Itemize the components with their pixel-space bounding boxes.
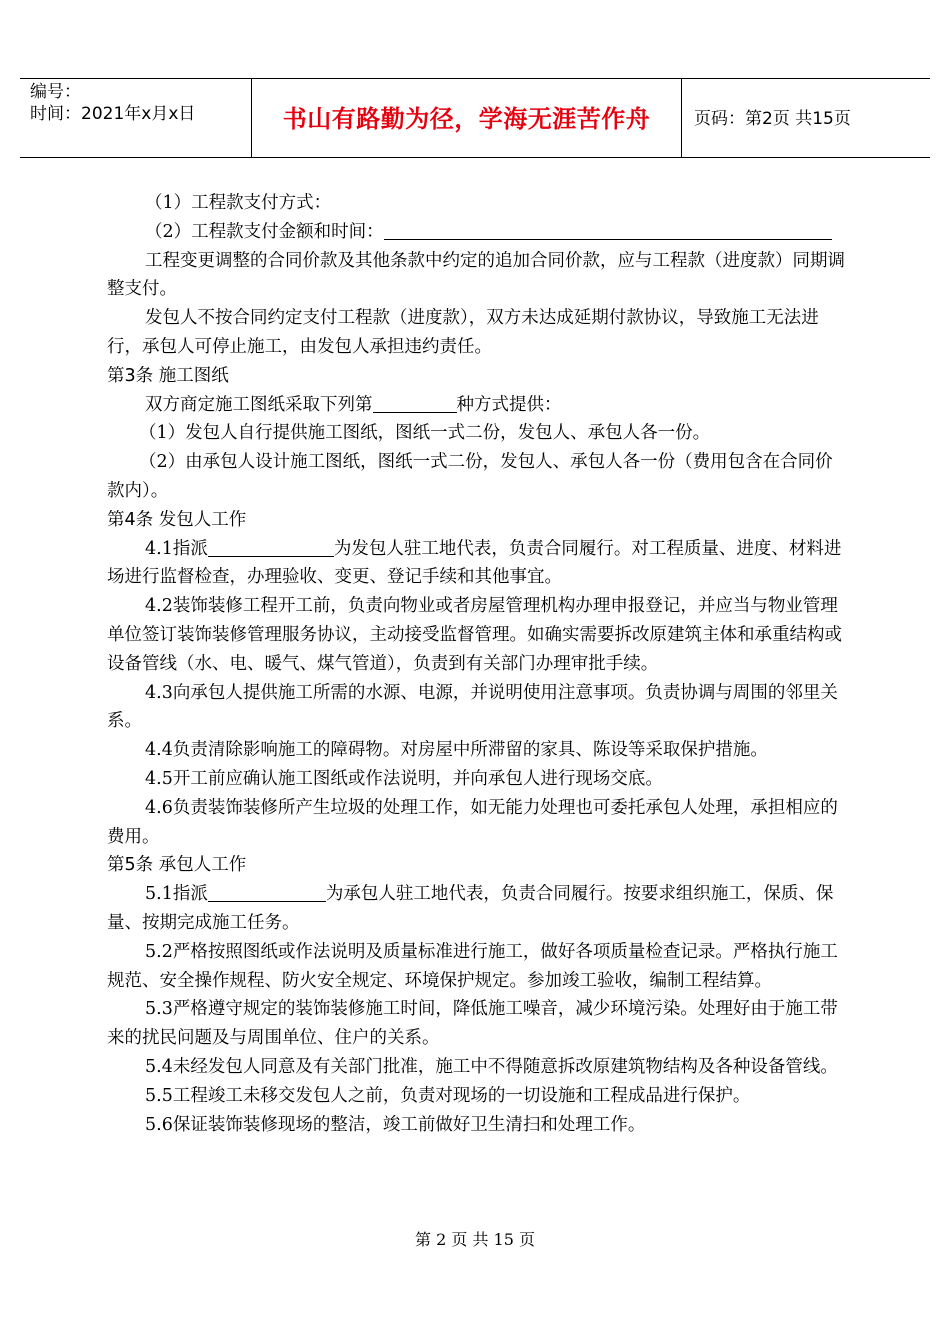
header-right-cell — [682, 79, 930, 157]
clause-4-2: 4.2装饰装修工程开工前，负责向物业或者房屋管理机构办理申报登记，并应当与物业管理单位签订装饰装修管理服务协议，主动接受监督管理。如确实需要拆改原建筑主体和承重结构或设备管线（水、电、暖气、煤气管道），负责到有关部门办理审批手续。 — [107, 596, 842, 674]
header-left-cell — [20, 79, 252, 157]
clause-5-5: 5.5工程竣工未移交发包人之前，负责对现场的一切设施和工程成品进行保护。 — [145, 1085, 751, 1106]
clause-4-1-blank — [208, 536, 334, 557]
payment-amount-label: （2）工程款支付金额和时间： — [145, 221, 384, 242]
clause-4-1-text: 为发包人驻工地代表，负责合同履行。对工程质量、进度、材料进场进行监督检查，办理验收、变更、登记手续和其他事宜。 — [107, 538, 842, 588]
payment-amount-line — [107, 218, 847, 247]
clause-4-6: 4.6负责装饰装修所产生垃圾的处理工作，如无能力处理也可委托承包人处理，承担相应的费用。 — [107, 797, 838, 847]
clause-4-5: 4.5开工前应确认施工图纸或作法说明，并向承包人进行现场交底。 — [145, 768, 663, 789]
section-heading-5: 第5条 承包人工作 — [107, 855, 247, 876]
document-date: 时间：2021年x月x日 — [30, 104, 196, 124]
clause-5-1-text: 为承包人驻工地代表，负责合同履行。按要求组织施工，保质、保量、按期完成施工任务。 — [107, 884, 834, 933]
drawing-method-blank — [373, 392, 457, 413]
section-heading-4: 第4条 发包人工作 — [107, 509, 247, 530]
header-motto: 书山有路勤为径，学海无涯苦作舟 — [282, 105, 651, 133]
drawing-method-line — [107, 391, 847, 420]
page-header — [20, 78, 930, 158]
clause-4-1 — [107, 535, 847, 593]
clause-5-6: 5.6保证装饰装修现场的整洁，竣工前做好卫生清扫和处理工作。 — [145, 1114, 646, 1135]
clause-5-2: 5.2严格按照图纸或作法说明及质量标准进行施工，做好各项质量检查记录。严格执行施工规范、安全操作规程、防火安全规定、环境保护规定。参加竣工验收，编制工程结算。 — [107, 941, 838, 991]
clause-4-1-label: 4.1指派 — [145, 538, 208, 559]
drawing-method-label: 双方商定施工图纸采取下列第 — [145, 394, 373, 415]
drawing-method-suffix: 种方式提供： — [456, 394, 562, 415]
clause-4-3: 4.3向承包人提供施工所需的水源、电源，并说明使用注意事项。负责协调与周围的邻里关系。 — [107, 682, 838, 732]
drawing-option-1: （1）发包人自行提供施工图纸，图纸一式二份，发包人、承包人各一份。 — [139, 423, 711, 444]
clause-5-3: 5.3严格遵守规定的装饰装修施工时间，降低施工噪音，减少环境污染。处理好由于施工带来的扰民问题及与周围单位、住户的关系。 — [107, 999, 838, 1049]
payment-method-line: （1）工程款支付方式： — [145, 193, 332, 213]
document-number-label: 编号： — [30, 82, 81, 102]
clause-4-4: 4.4负责清除影响施工的障碍物。对房屋中所滞留的家具、陈设等采取保护措施。 — [145, 740, 768, 761]
header-center-cell — [252, 79, 682, 157]
header-page-code: 页码：第2页 共15页 — [694, 109, 851, 129]
paragraph-payment-default: 发包人不按合同约定支付工程款（进度款），双方未达成延期付款协议，导致施工无法进行，承包人可停止施工，由发包人承担违约责任。 — [107, 308, 819, 357]
clause-5-1-label: 5.1指派 — [145, 884, 208, 905]
payment-amount-blank — [384, 219, 832, 240]
section-heading-3: 第3条 施工图纸 — [107, 365, 229, 386]
drawing-option-2: （2）由承包人设计施工图纸，图纸一式二份，发包人、承包人各一份（费用包含在合同价款内）。 — [107, 452, 833, 501]
clause-5-1-blank — [208, 881, 326, 902]
page-footer: 第 2 页 共 15 页 — [415, 1230, 535, 1249]
document-body — [107, 189, 847, 1139]
clause-5-4: 5.4未经发包人同意及有关部门批准，施工中不得随意拆改原建筑物结构及各种设备管线。 — [145, 1056, 838, 1077]
paragraph-price-adjustment: 工程变更调整的合同价款及其他条款中约定的追加合同价款，应与工程款（进度款）同期调整支付。 — [107, 250, 845, 300]
clause-5-1 — [107, 880, 847, 938]
